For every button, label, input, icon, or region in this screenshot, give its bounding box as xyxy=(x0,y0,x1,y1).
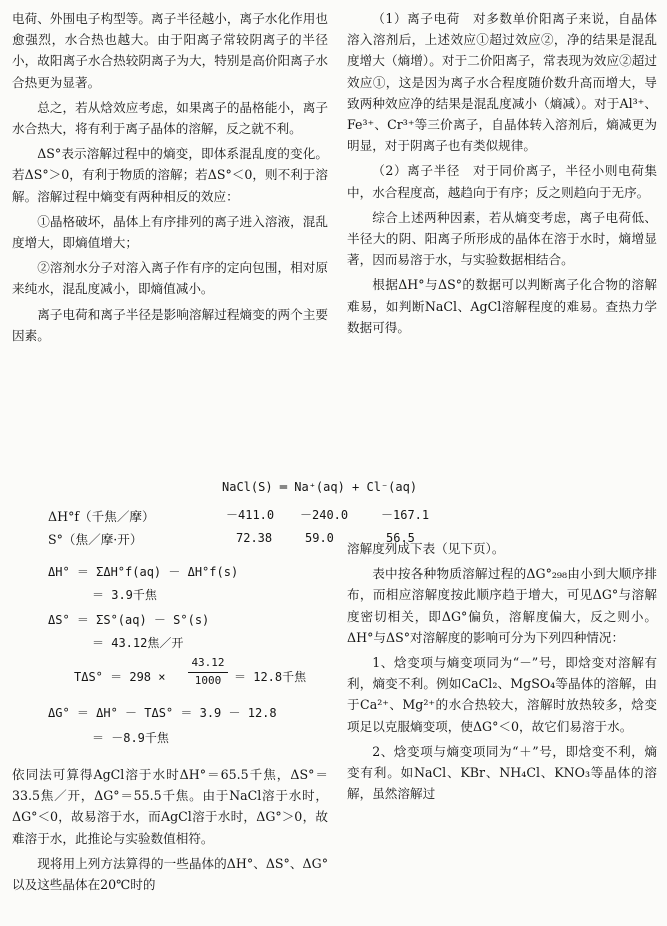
paragraph: 总之，若从焓效应考虑，如果离子的晶格能小，离子水合热大，将有利于离子晶体的溶解，反之就不利。 xyxy=(12,99,328,137)
enthalpy-formula: ΔH° ＝ ΣΔH°f(aq) － ΔH°f(s) xyxy=(48,565,239,579)
paragraph: ΔS°表示溶解过程中的熵变，即体系混乱度的变化。若ΔS°＞0，有利于物质的溶解；若ΔS°＜0，则不利于溶解。溶解过程中熵变有两种相反的效应： xyxy=(12,146,328,204)
enthalpy-result: ＝ 3.9千焦 xyxy=(92,588,157,602)
paragraph: 2、焓变项与熵变项同为“＋”号，即焓变不利，熵变有利。如NaCl、KBr、NH₄Cl、KNO₃等晶体的溶解，虽然溶解过 xyxy=(347,743,657,802)
tds-formula-left: TΔS° ＝ 298 × xyxy=(74,670,166,684)
fraction-bar xyxy=(188,672,228,673)
paragraph: 现将用上列方法算得的一些晶体的ΔH°、ΔS°、ΔG°以及这些晶体在20℃时的 xyxy=(12,855,328,893)
paragraph: 综合上述两种因素，若从熵变考虑，离子电荷低、半径大的阴、阳离子所形成的晶体在溶于水时，熵增显著，因而易溶于水，与实验数据相结合。 xyxy=(347,209,657,268)
tds-numerator: 43.12 xyxy=(191,656,225,669)
paragraph: 根据ΔH°与ΔS°的数据可以判断离子化合物的溶解难易，如判断NaCl、AgCl溶解程度的难易。查热力学数据可得。 xyxy=(347,277,657,335)
entropy-result: ＝ 43.12焦／开 xyxy=(92,636,184,650)
right-column-bottom xyxy=(347,538,657,804)
entropy-value-cl: 56.5 xyxy=(386,531,415,545)
tds-denominator: 1000 xyxy=(194,674,222,687)
gibbs-result: ＝ －8.9千焦 xyxy=(92,731,169,745)
entropy-formula: ΔS° ＝ ΣS°(aq) － S°(s) xyxy=(48,613,210,627)
tds-result: ＝ 12.8千焦 xyxy=(234,670,307,684)
paragraph: 离子电荷和离子半径是影响溶解过程熵变的两个主要因素。 xyxy=(12,306,328,343)
entropy-value-na: 59.0 xyxy=(305,531,334,545)
paragraph: 依同法可算得AgCl溶于水时ΔH°＝65.5千焦，ΔS°＝33.5焦／开，ΔG°＝55.5千焦。由于NaCl溶于水时，ΔG°＜0，故易溶于水，而AgCl溶于水时，ΔG°＞0，故难溶于水，此推论与实验数值相符。 xyxy=(12,767,328,846)
enthalpy-value-nacl: －411.0 xyxy=(226,508,275,522)
dissolution-equation: NaCl(S) ═ Na⁺(aq) + Cl⁻(aq) xyxy=(222,480,418,494)
left-column-bottom xyxy=(12,764,328,895)
enthalpy-value-cl: －167.1 xyxy=(381,508,430,522)
entropy-value-nacl: 72.38 xyxy=(236,531,273,545)
paragraph: （1）离子电荷 对多数单价阳离子来说，自晶体溶入溶剂后，上述效应①超过效应②，净的结果是混乱度增大（熵增）。对于二价阳离子，常表现为效应②超过效应①，这是因为离子水合程度随价数升高而增大，导致两种效应净的结果是混乱度减小（熵减）。对于Al³⁺、Fe³⁺、Cr³⁺等三价离子，自晶体转入溶剂后，熵减更为明显，对于阴离子也有类似规律。 xyxy=(347,11,657,154)
left-column-top xyxy=(12,8,328,346)
entropy-label: S°（焦／摩·开） xyxy=(48,532,143,547)
paragraph: （2）离子半径 对于同价离子，半径小则电荷集中，水合程度高，越趋向于有序；反之则趋向于无序。 xyxy=(347,163,657,200)
paragraph: 电荷、外围电子构型等。离子半径越小，离子水化作用也愈强烈，水合热也越大。由于阳离子常较阴离子的半径小，故阳离子水合热较阴离子为大，特别是高价阳离子水合热更为显著。 xyxy=(12,11,328,90)
paragraph: ②溶剂水分子对溶入离子作有序的定向包围，相对原来纯水，混乱度减小，即熵值减小。 xyxy=(12,260,328,297)
enthalpy-label: ΔH°f（千焦／摩） xyxy=(48,509,155,524)
paragraph: 1、焓变项与熵变项同为“－”号，即焓变对溶解有利，熵变不利。例如CaCl₂、MgSO₄等晶体的溶解，由于Ca²⁺、Mg²⁺的水合热较大，溶解时放热较多，焓变项足以克服熵变项，使ΔG°＜0，故它们易溶于水。 xyxy=(347,655,657,734)
paragraph: 表中按各种物质溶解过程的ΔG°₂₉₈由小到大顺序排布，而相应溶解度按此顺序趋于增大，可见ΔG°与溶解度密切相关，即ΔG°偏负，溶解度偏大，反之则小。ΔH°与ΔS°对溶解度的影响可分为下列四种情况： xyxy=(347,566,657,645)
paragraph: ①晶格破坏，晶体上有序排列的离子进入溶液，混乱度增大，即熵值增大； xyxy=(12,213,328,251)
paragraph: 溶解度列成下表（见下页）。 xyxy=(347,541,505,556)
gibbs-formula: ΔG° ＝ ΔH° － TΔS° ＝ 3.9 － 12.8 xyxy=(48,706,277,720)
enthalpy-value-na: －240.0 xyxy=(300,508,349,522)
right-column-top xyxy=(347,8,657,338)
